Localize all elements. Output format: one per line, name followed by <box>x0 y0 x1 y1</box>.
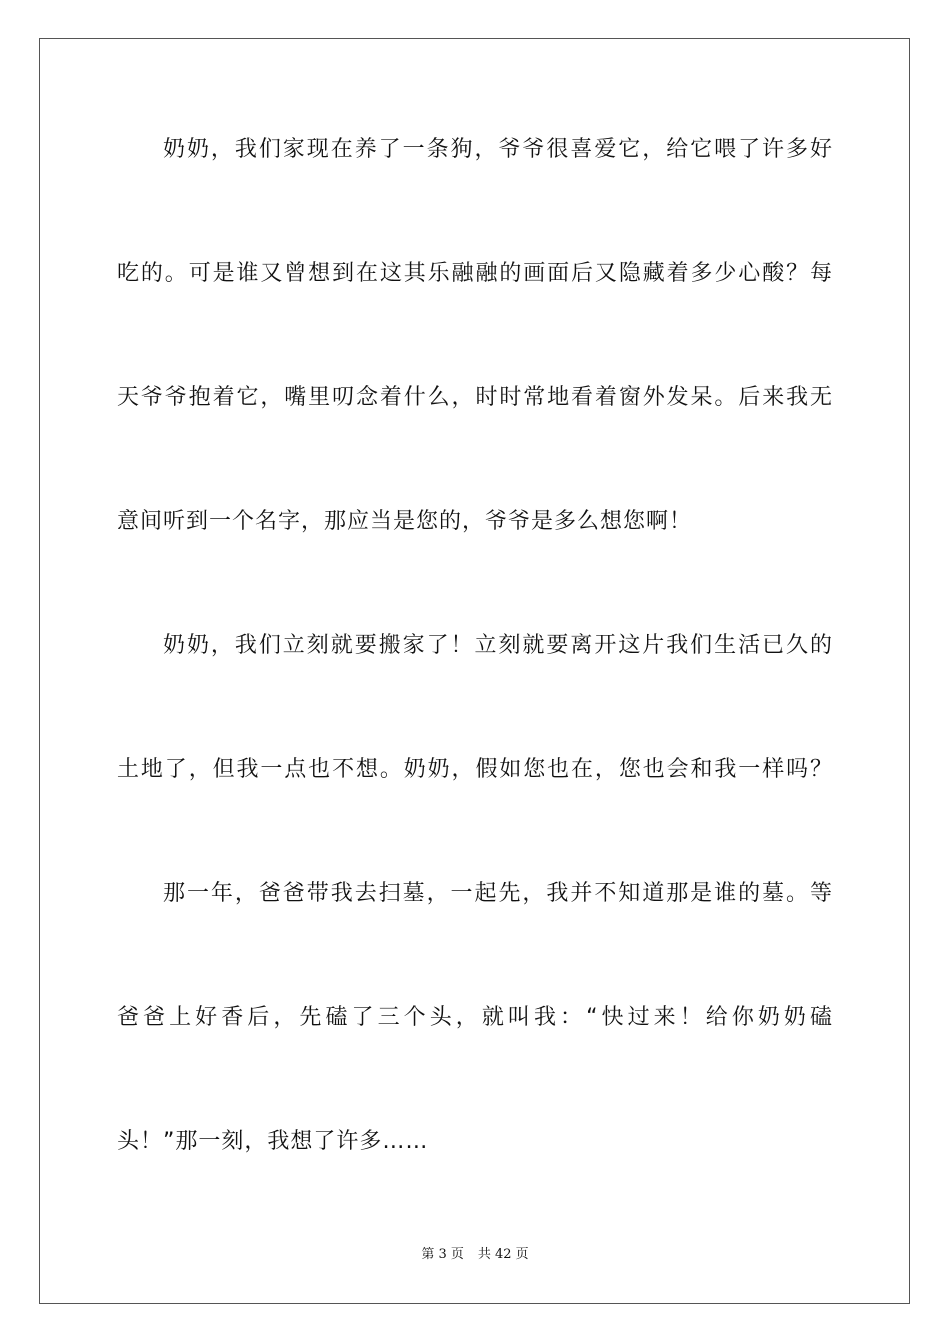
paragraph-3-line-1: 那一年，爸爸带我去扫墓，一起先，我并不知道那是谁的墓。等 <box>163 881 833 906</box>
paragraph-1-line-1: 奶奶，我们家现在养了一条狗，爷爷很喜爱它，给它喂了许多好 <box>163 137 833 162</box>
page-footer <box>0 1246 950 1264</box>
total-pages: 共 42 页 <box>477 1247 529 1262</box>
paragraph-3-line-3: 头！”那一刻，我想了许多…… <box>117 1129 429 1154</box>
paragraph-1-line-2: 吃的。可是谁又曾想到在这其乐融融的画面后又隐藏着多少心酸？每 <box>117 261 833 286</box>
page-number: 第 3 页 <box>421 1247 464 1262</box>
paragraph-2-line-2: 土地了，但我一点也不想。奶奶，假如您也在，您也会和我一样吗？ <box>117 757 833 782</box>
paragraph-1-line-4: 意间听到一个名字，那应当是您的，爷爷是多么想您啊！ <box>117 509 693 534</box>
paragraph-2-line-1: 奶奶，我们立刻就要搬家了！立刻就要离开这片我们生活已久的 <box>163 633 833 658</box>
page-frame <box>39 38 910 1304</box>
paragraph-1-line-3: 天爷爷抱着它，嘴里叨念着什么，时时常地看着窗外发呆。后来我无 <box>117 385 833 410</box>
paragraph-3-line-2: 爸爸上好香后，先磕了三个头，就叫我：“快过来！给你奶奶磕 <box>117 1005 833 1030</box>
